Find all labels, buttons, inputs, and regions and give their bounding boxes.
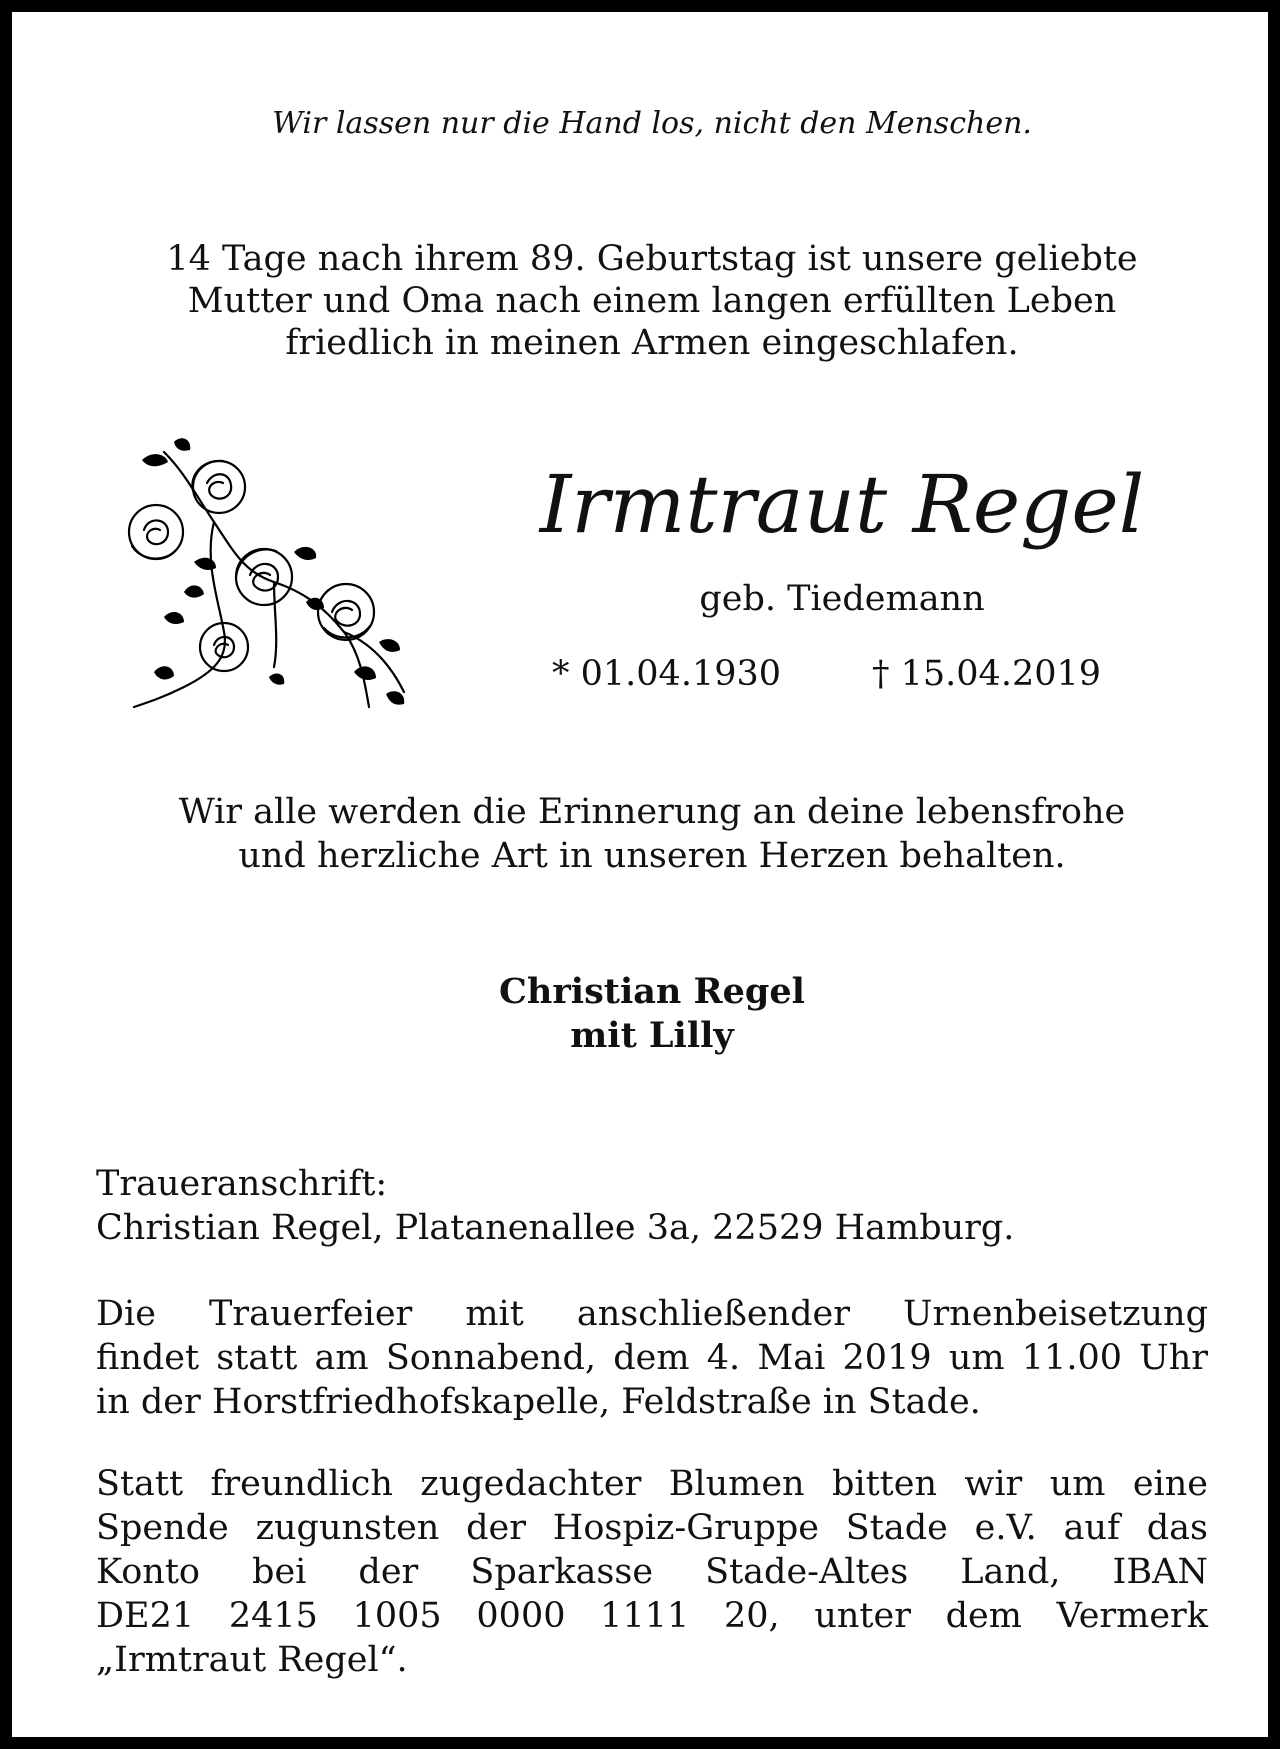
deceased-name: Irmtraut Regel bbox=[539, 458, 1145, 551]
signer-name: mit Lilly bbox=[570, 1015, 734, 1056]
signer-name: Christian Regel bbox=[499, 971, 805, 1012]
intro-line: Mutter und Oma nach einem langen erfüllten Leben bbox=[187, 281, 1117, 321]
ceremony-line: findet statt am Sonnabend, dem 4. Mai 2019 um 11.00 Uhr bbox=[96, 1338, 1208, 1378]
donation-line: „Irmtraut Regel“. bbox=[96, 1640, 408, 1680]
memory-line: und herzliche Art in unseren Herzen behalten. bbox=[238, 836, 1066, 876]
rose-1 bbox=[192, 461, 245, 513]
intro-text bbox=[12, 238, 1280, 364]
ceremony-line: in der Horstfriedhofskapelle, Feldstraße in Stade. bbox=[96, 1382, 981, 1422]
donation-line: DE21 2415 1005 0000 1111 20, unter dem Vermerk bbox=[96, 1596, 1208, 1636]
intro-line: 14 Tage nach ihrem 89. Geburtstag ist unsere geliebte bbox=[166, 239, 1138, 279]
intro-line: friedlich in meinen Armen eingeschlafen. bbox=[285, 323, 1019, 363]
motto: Wir lassen nur die Hand los, nicht den Menschen. bbox=[272, 106, 1032, 141]
rose-2 bbox=[129, 505, 183, 559]
memory-text bbox=[12, 790, 1280, 878]
memory-line: Wir alle werden die Erinnerung an deine lebensfrohe bbox=[178, 792, 1126, 832]
ceremony-info bbox=[96, 1292, 1208, 1424]
roses-illustration bbox=[124, 432, 424, 737]
donation-line: Statt freundlich zugedachter Blumen bitten wir um eine bbox=[96, 1464, 1208, 1504]
ceremony-line: Die Trauerfeier mit anschließender Urnenbeisetzung bbox=[96, 1294, 1208, 1334]
maiden-name: geb. Tiedemann bbox=[699, 579, 985, 619]
death-date: † 15.04.2019 bbox=[872, 654, 1102, 694]
address-label: Traueranschrift: bbox=[96, 1164, 388, 1204]
mourning-address bbox=[96, 1162, 1208, 1250]
address-text: Christian Regel, Platanenallee 3a, 22529 Hamburg. bbox=[96, 1208, 1015, 1248]
donation-line: Spende zugunsten der Hospiz-Gruppe Stade e.V. auf das bbox=[96, 1508, 1208, 1548]
donation-line: Konto bei der Sparkasse Stade-Altes Land, IBAN bbox=[96, 1552, 1208, 1592]
donation-info bbox=[96, 1462, 1208, 1682]
birth-date: * 01.04.1930 bbox=[552, 654, 782, 694]
signers bbox=[12, 970, 1280, 1058]
